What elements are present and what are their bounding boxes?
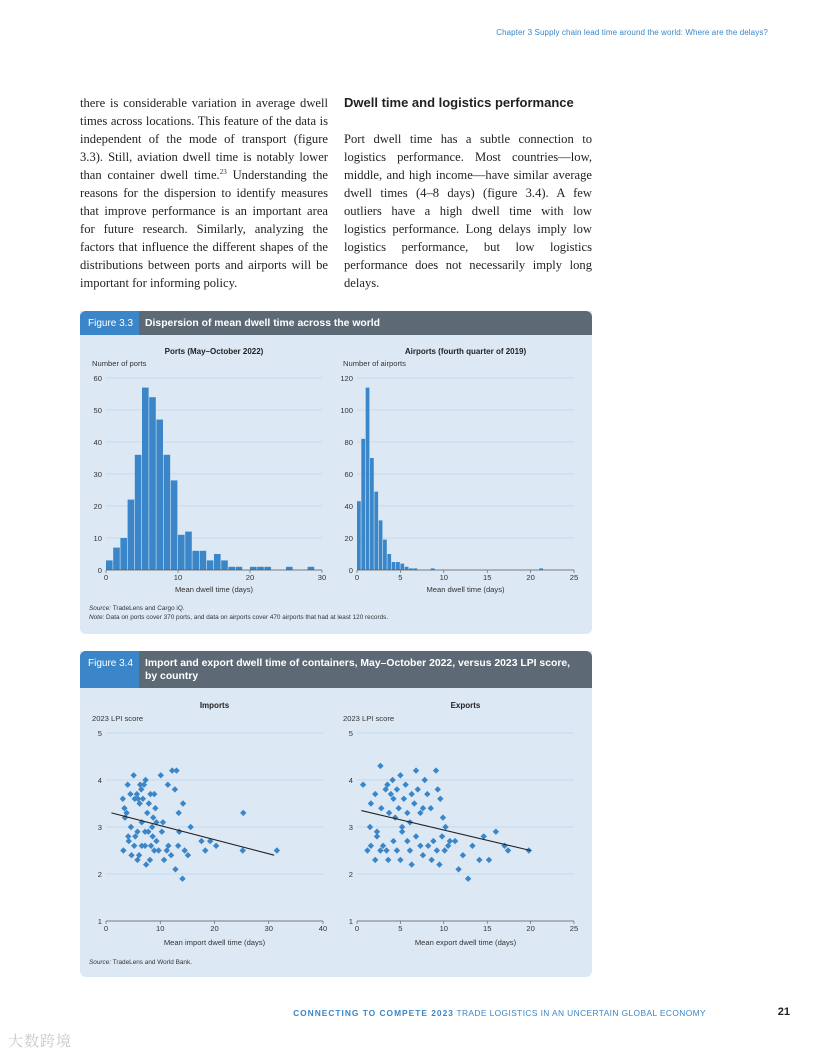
histogram-bar <box>357 501 361 570</box>
body-paragraph: Port dwell time has a subtle connection to logistics performance. Most countries—low, middle, and high income—have similar average dwell times (4–8 days) (figure 3.4). A few outliers have a high dwell time with low logistics performance. Long delays imply low logistics performance, but low logistics performance does not necessarily imply long delays. <box>344 132 592 290</box>
scatter-point <box>452 838 458 844</box>
chart-title: Exports <box>450 701 481 710</box>
histogram-bar <box>264 567 271 570</box>
scatter-point <box>155 847 161 853</box>
scatter-point <box>422 777 428 783</box>
y-tick-label: 40 <box>93 438 102 447</box>
x-tick-label: 30 <box>317 573 327 582</box>
y-tick-label: 60 <box>344 470 353 479</box>
scatter-point <box>397 772 403 778</box>
figure-number: Figure 3.3 <box>80 311 139 335</box>
scatter-point <box>505 847 511 853</box>
x-tick-label: 0 <box>354 924 360 933</box>
scatter-point <box>160 819 166 825</box>
scatter-point <box>146 800 152 806</box>
scatter-point <box>161 857 167 863</box>
y-tick-label: 40 <box>344 502 353 511</box>
scatter-point <box>401 796 407 802</box>
y-tick-label: 20 <box>344 534 353 543</box>
figure-3-4 <box>80 651 592 977</box>
y-tick-label: 2 <box>97 870 102 879</box>
body-text-after-note: Understanding the reasons for the dispersion to identify measures that improve performance is an important area for future research. Similarly, analyzing the factors that influence the different shapes of the distributions between ports and airports will be important for informing policy. <box>80 168 328 290</box>
y-tick-label: 1 <box>97 917 102 926</box>
scatter-point <box>130 772 136 778</box>
scatter-point <box>424 791 430 797</box>
histogram-bar <box>374 492 378 570</box>
scatter-point <box>274 847 280 853</box>
note-label: Note: <box>89 614 105 621</box>
scatter-point <box>486 857 492 863</box>
y-tick-label: 20 <box>93 502 102 511</box>
footnote-ref[interactable]: 23 <box>219 168 227 176</box>
section-heading: Dwell time and logistics performance <box>344 95 574 110</box>
scatter-point <box>131 843 137 849</box>
x-tick-label: 20 <box>526 924 535 933</box>
scatter-point <box>126 838 132 844</box>
scatter-point <box>383 847 389 853</box>
scatter-point <box>142 843 148 849</box>
scatter-point <box>386 810 392 816</box>
scatter-point <box>469 843 475 849</box>
scatter-point <box>360 782 366 788</box>
histogram-bar <box>236 567 243 570</box>
y-tick-label: 0 <box>348 566 353 575</box>
histogram-bar <box>387 554 391 570</box>
scatter-point <box>394 847 400 853</box>
scatter-point <box>213 843 219 849</box>
y-tick-label: 5 <box>348 729 353 738</box>
scatter-point <box>437 796 443 802</box>
histogram-bar <box>113 548 120 570</box>
histogram-bar <box>366 388 370 570</box>
histogram-bar <box>228 567 235 570</box>
x-tick-label: 20 <box>245 573 255 582</box>
x-tick-label: 10 <box>439 924 449 933</box>
histogram-bar <box>178 535 185 570</box>
scatter-point <box>397 857 403 863</box>
x-tick-label: 40 <box>318 924 328 933</box>
x-tick-label: 10 <box>156 924 165 933</box>
x-tick-label: 0 <box>103 924 109 933</box>
scatter-point <box>465 876 471 882</box>
page-number: 21 <box>777 1006 790 1018</box>
scatter-point <box>368 843 374 849</box>
y-axis-label: 2023 LPI score <box>92 714 144 723</box>
scatter-point <box>394 786 400 792</box>
x-tick-label: 25 <box>569 573 579 582</box>
histogram-bar <box>128 500 135 570</box>
histogram-bar <box>396 562 400 570</box>
scatter-point <box>173 767 179 773</box>
scatter-point <box>367 824 373 830</box>
scatter-point <box>433 767 439 773</box>
histogram-bar <box>214 554 221 570</box>
left-text-column <box>80 94 328 292</box>
scatter-point <box>364 847 370 853</box>
footer-rest: TRADE LOGISTICS IN AN UNCERTAIN GLOBAL ECONOMY <box>453 1008 706 1018</box>
source-text: TradeLens and Cargo iQ. <box>111 605 185 612</box>
scatter-point <box>404 838 410 844</box>
y-tick-label: 4 <box>97 776 102 785</box>
y-axis-label: Number of ports <box>92 359 147 368</box>
scatter-point <box>145 829 151 835</box>
scatter-point <box>175 810 181 816</box>
scatter-point <box>368 800 374 806</box>
scatter-point <box>378 805 384 811</box>
x-tick-label: 0 <box>354 573 360 582</box>
scatter-point <box>172 786 178 792</box>
scatter-point <box>413 767 419 773</box>
figure-title: Dispersion of mean dwell time across the world <box>145 318 381 329</box>
y-tick-label: 0 <box>97 566 102 575</box>
footer-series-title <box>293 1008 706 1018</box>
source-label: Source: <box>89 605 112 612</box>
scatter-point <box>476 857 482 863</box>
scatter-point <box>165 782 171 788</box>
histogram-bar <box>383 540 387 570</box>
scatter-point <box>436 861 442 867</box>
scatter-point <box>147 857 153 863</box>
scatter-point <box>435 786 441 792</box>
histogram-bar <box>286 567 293 570</box>
scatter-point <box>153 838 159 844</box>
scatter-point <box>428 805 434 811</box>
scatter-point <box>372 857 378 863</box>
scatter-point <box>179 876 185 882</box>
histogram-bar <box>400 564 404 570</box>
scatter-point <box>441 847 447 853</box>
running-head: Chapter 3 Supply chain lead time around the world: Where are the delays? <box>496 28 768 37</box>
x-tick-label: 10 <box>439 573 449 582</box>
scatter-point <box>399 829 405 835</box>
x-axis-label: Mean export dwell time (days) <box>414 938 517 947</box>
y-tick-label: 3 <box>348 823 353 832</box>
histogram-bar <box>171 480 178 570</box>
y-tick-label: 10 <box>93 534 102 543</box>
histogram-bar <box>156 420 163 570</box>
scatter-point <box>140 796 146 802</box>
scatter-point <box>377 763 383 769</box>
scatter-point <box>389 777 395 783</box>
figure-title: Import and export dwell time of containers, May–October 2022, versus 2023 LPI score, by country <box>145 658 571 682</box>
scatter-point <box>143 861 149 867</box>
source-label: Source: <box>89 959 112 966</box>
histogram-bar <box>142 388 149 570</box>
scatter-point <box>390 838 396 844</box>
body-text-before-note: there is considerable variation in average dwell times across locations. This feature of the data is independent of the mode of transport (figure 3.3). Still, aviation dwell time is notably lower than container dwell time. <box>80 96 328 182</box>
y-tick-label: 60 <box>93 374 102 383</box>
scatter-point <box>175 843 181 849</box>
x-tick-label: 20 <box>210 924 219 933</box>
scatter-point <box>411 800 417 806</box>
scatter-point <box>150 814 156 820</box>
histogram-bar <box>257 567 264 570</box>
histogram-bar <box>207 560 214 570</box>
histogram-bar <box>392 562 396 570</box>
histogram-bar <box>379 520 383 570</box>
scatter-point <box>402 782 408 788</box>
scatter-point <box>404 810 410 816</box>
footer-bold: CONNECTING TO COMPETE 2023 <box>293 1008 454 1018</box>
histogram-bar <box>370 458 374 570</box>
figure-number: Figure 3.4 <box>80 651 139 688</box>
scatter-point <box>187 824 193 830</box>
scatter-point <box>413 833 419 839</box>
histogram-bar <box>308 567 315 570</box>
chart-title: Ports (May–October 2022) <box>164 347 264 356</box>
scatter-point <box>128 824 134 830</box>
x-tick-label: 15 <box>482 924 492 933</box>
histogram-bar <box>221 560 228 570</box>
figure-note <box>89 613 388 623</box>
histogram-bar <box>405 567 409 570</box>
scatter-point <box>439 833 445 839</box>
scatter-point <box>159 829 165 835</box>
x-tick-label: 0 <box>103 573 109 582</box>
chart-title: Imports <box>199 701 230 710</box>
scatter-point <box>374 833 380 839</box>
scatter-point <box>240 810 246 816</box>
scatter-point <box>120 796 126 802</box>
x-axis-label: Mean dwell time (days) <box>426 585 505 594</box>
scatter-point <box>442 824 448 830</box>
histogram-bar <box>149 397 156 570</box>
body-paragraph <box>80 94 328 292</box>
scatter-point <box>415 786 421 792</box>
scatter-point <box>125 782 131 788</box>
scatter-point <box>158 772 164 778</box>
y-axis-label: 2023 LPI score <box>343 714 395 723</box>
scatter-point <box>181 847 187 853</box>
histogram-bar <box>135 455 142 570</box>
chart-title: Airports (fourth quarter of 2019) <box>404 347 527 356</box>
scatter-point <box>408 791 414 797</box>
scatter-point <box>149 833 155 839</box>
scatter-point <box>420 852 426 858</box>
y-tick-label: 4 <box>348 776 353 785</box>
scatter-point <box>460 852 466 858</box>
scatter-point <box>185 852 191 858</box>
scatter-point <box>425 843 431 849</box>
y-tick-label: 120 <box>340 374 353 383</box>
x-axis-label: Mean import dwell time (days) <box>163 938 266 947</box>
scatter-point <box>168 852 174 858</box>
scatter-point <box>148 843 154 849</box>
x-tick-label: 15 <box>482 573 492 582</box>
scatter-point <box>149 824 155 830</box>
note-text: Data on ports cover 370 ports, and data on airports cover 470 airports that had at least 120 records. <box>104 614 389 621</box>
histogram-bar <box>120 538 127 570</box>
trend-line <box>361 811 530 851</box>
scatter-point <box>152 805 158 811</box>
x-axis-label: Mean dwell time (days) <box>174 585 254 594</box>
y-tick-label: 30 <box>93 470 102 479</box>
scatter-point <box>151 791 157 797</box>
histogram-bar <box>106 560 113 570</box>
x-tick-label: 30 <box>264 924 273 933</box>
x-tick-label: 25 <box>569 924 579 933</box>
scatter-point <box>440 814 446 820</box>
scatter-point <box>430 838 436 844</box>
scatter-point <box>372 791 378 797</box>
scatter-point <box>240 847 246 853</box>
histogram-bar <box>200 551 207 570</box>
source-text: TradeLens and World Bank. <box>111 959 192 966</box>
y-tick-label: 50 <box>93 406 102 415</box>
histogram-bar <box>250 567 257 570</box>
right-text-column <box>344 94 592 292</box>
figure-3-3 <box>80 311 592 634</box>
scatter-point <box>172 866 178 872</box>
x-tick-label: 20 <box>526 573 535 582</box>
histogram-bar <box>192 551 199 570</box>
y-tick-label: 100 <box>340 406 353 415</box>
scatter-point <box>144 810 150 816</box>
scatter-point <box>428 857 434 863</box>
scatter-point <box>408 861 414 867</box>
scatter-point <box>127 791 133 797</box>
scatter-point <box>128 852 134 858</box>
x-tick-label: 10 <box>173 573 183 582</box>
histogram-bar <box>361 439 365 570</box>
scatter-point <box>202 847 208 853</box>
scatter-point <box>198 838 204 844</box>
y-tick-label: 1 <box>348 917 353 926</box>
y-tick-label: 3 <box>97 823 102 832</box>
scatter-point <box>120 847 126 853</box>
scatter-point <box>395 805 401 811</box>
figure-source <box>89 958 192 968</box>
y-tick-label: 2 <box>348 870 353 879</box>
y-tick-label: 80 <box>344 438 353 447</box>
x-tick-label: 5 <box>398 573 403 582</box>
scatter-point <box>385 857 391 863</box>
histogram-bar <box>185 532 192 570</box>
histogram-charts <box>80 311 592 611</box>
scatter-charts <box>80 651 592 956</box>
histogram-bar <box>164 455 171 570</box>
scatter-point <box>455 866 461 872</box>
scatter-point <box>417 843 423 849</box>
y-tick-label: 5 <box>97 729 102 738</box>
scatter-point <box>434 847 440 853</box>
x-tick-label: 5 <box>398 924 403 933</box>
scatter-point <box>493 829 499 835</box>
scatter-point <box>407 847 413 853</box>
watermark-text: 大数跨境 <box>8 1033 73 1050</box>
y-axis-label: Number of airports <box>343 359 406 368</box>
scatter-point <box>180 800 186 806</box>
